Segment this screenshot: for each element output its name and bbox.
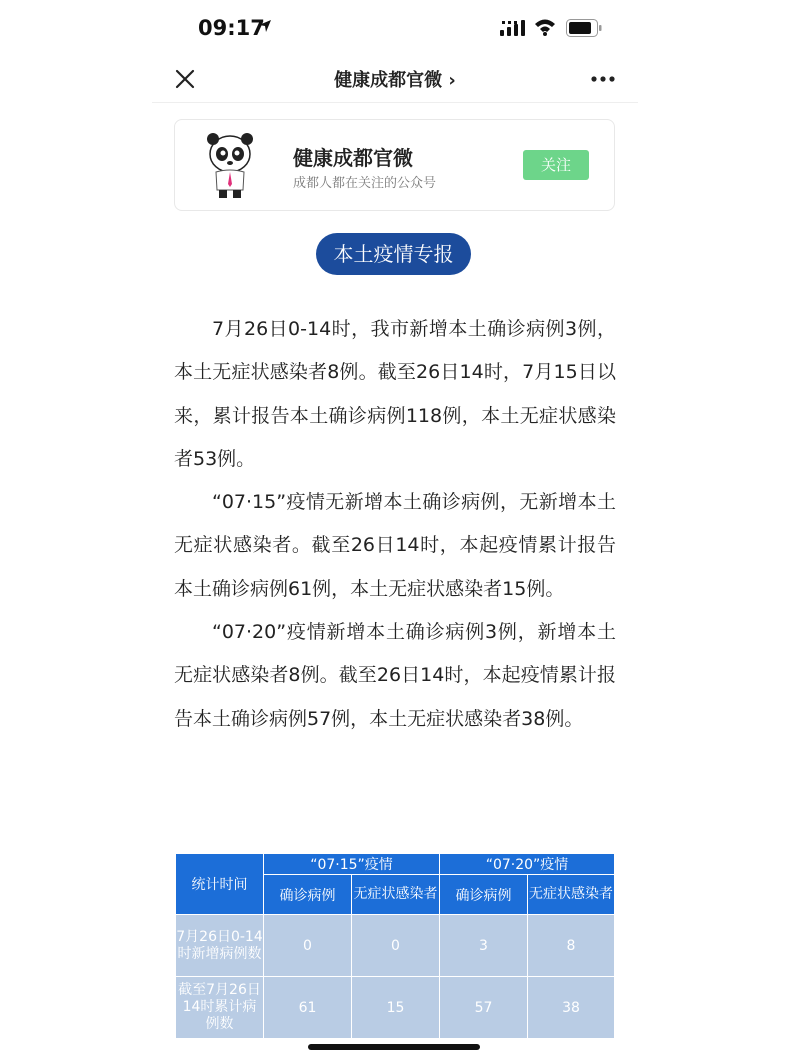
account-name: 健康成都官微 <box>293 146 413 170</box>
nav-bar <box>152 56 638 103</box>
article-paragraph: 7月26日0-14时，我市新增本土确诊病例3例，本土无症状感染者8例。截至26日14时，7月15日以来，累计报告本土确诊病例118例，本土无症状感染者53例。 <box>174 318 616 470</box>
status-bar <box>0 0 789 56</box>
report-title-pill: 本土疫情专报 <box>316 233 471 275</box>
table-cell: 0 <box>352 915 440 977</box>
table-group-header: “07·20”疫情 <box>440 854 615 875</box>
table-row <box>176 977 615 1039</box>
article-paragraph: “07·15”疫情无新增本土确诊病例，无新增本土无症状感染者。截至26日14时，本起疫情累计报告本土确诊病例61例，本土无症状感染者15例。 <box>174 491 616 600</box>
more-dots-icon[interactable] <box>590 70 616 88</box>
table-row <box>176 915 615 977</box>
table-cell: 8 <box>528 915 615 977</box>
table-group-header: “07·15”疫情 <box>264 854 440 875</box>
stats-table <box>175 853 615 1039</box>
account-subtitle: 成都人都在关注的公众号 <box>293 176 437 191</box>
battery-icon <box>566 19 602 37</box>
table-sub-header: 确诊病例 <box>440 875 528 915</box>
panda-mascot-avatar <box>203 132 257 200</box>
table-cell: 61 <box>264 977 352 1039</box>
table-cell: 0 <box>264 915 352 977</box>
account-card[interactable] <box>174 119 615 211</box>
table-cell: 57 <box>440 977 528 1039</box>
table-cell: 38 <box>528 977 615 1039</box>
table-sub-header: 无症状感染者 <box>352 875 440 915</box>
table-corner-header: 统计时间 <box>176 854 264 915</box>
table-row-label: 7月26日0-14时新增病例数 <box>176 915 264 977</box>
cellular-signal-icon <box>500 20 526 36</box>
status-time: 09:17 <box>198 16 265 40</box>
table-sub-header: 无症状感染者 <box>528 875 615 915</box>
table-cell: 15 <box>352 977 440 1039</box>
nav-title-link[interactable]: 健康成都官微 › <box>334 70 456 91</box>
article-paragraph: “07·20”疫情新增本土确诊病例3例，新增本土无症状感染者8例。截至26日14时，本起疫情累计报告本土确诊病例57例，本土无症状感染者38例。 <box>174 621 616 730</box>
table-sub-header: 确诊病例 <box>264 875 352 915</box>
home-indicator[interactable] <box>308 1044 480 1050</box>
location-arrow-icon <box>258 19 272 33</box>
table-row-label: 截至7月26日14时累计病例数 <box>176 977 264 1039</box>
wifi-icon <box>534 18 556 36</box>
follow-button[interactable]: 关注 <box>523 150 589 180</box>
table-cell: 3 <box>440 915 528 977</box>
article-body <box>174 308 616 741</box>
